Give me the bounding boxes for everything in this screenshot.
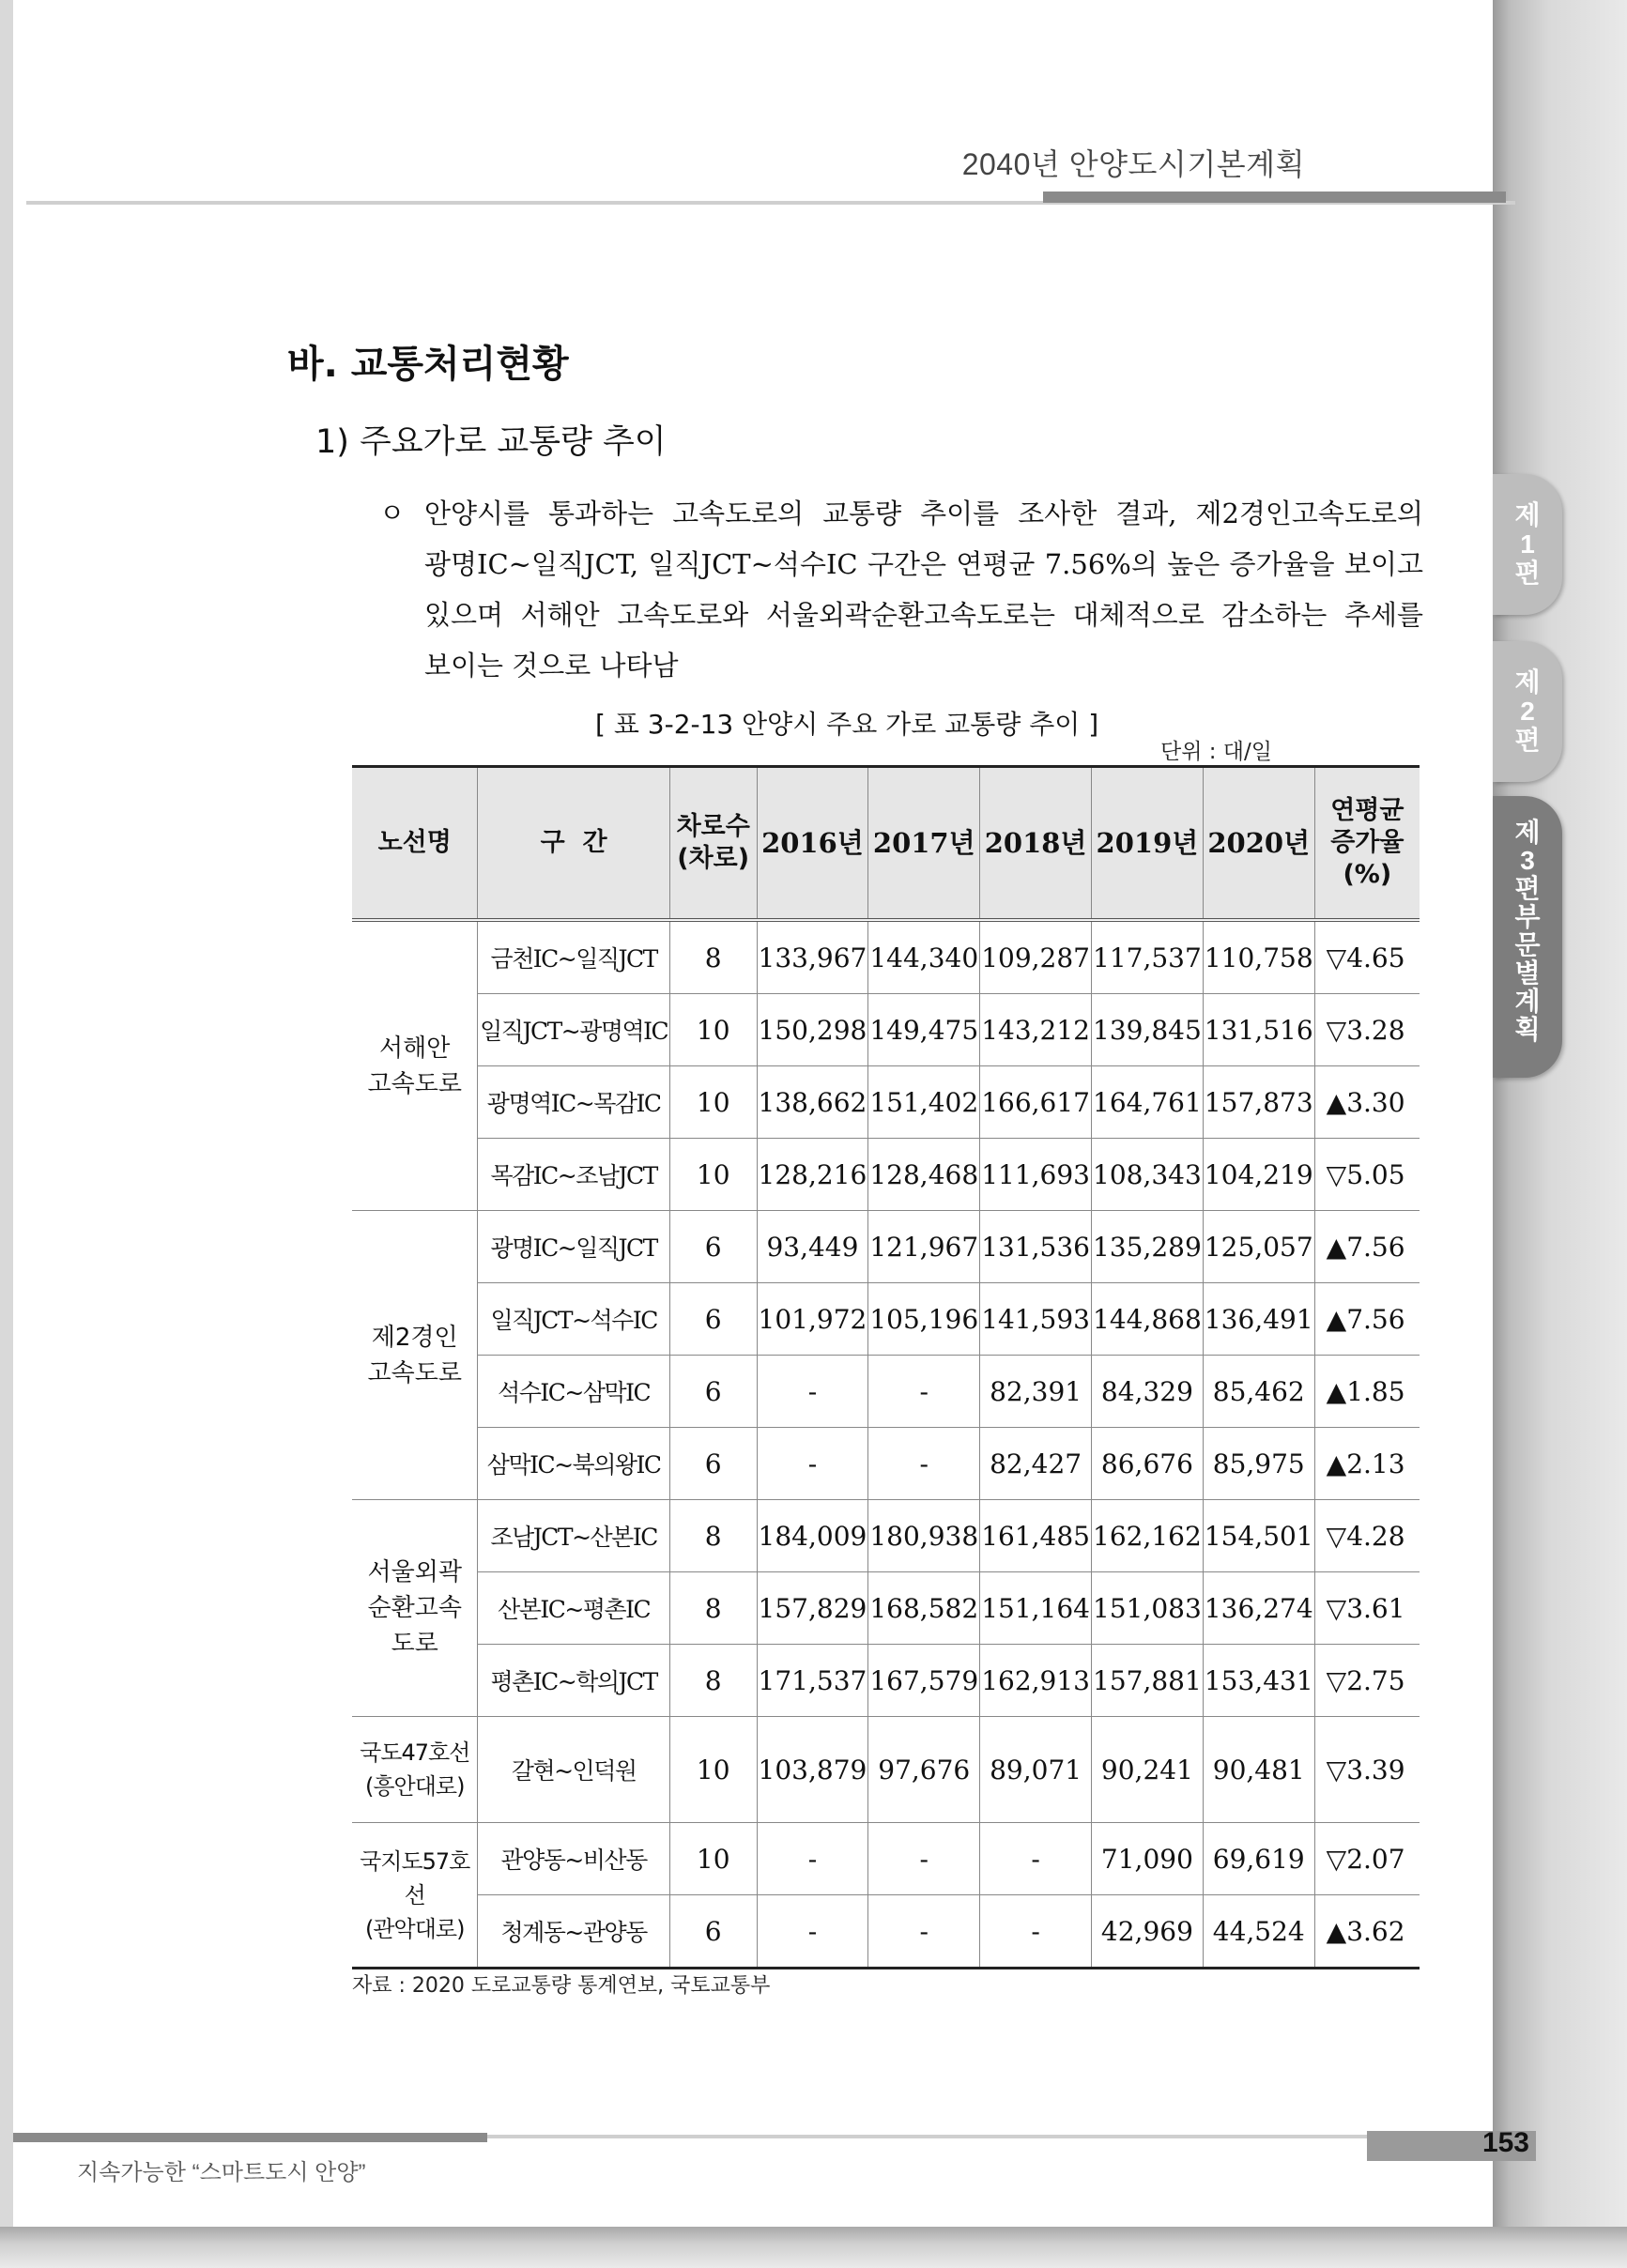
volume-cell: 133,967	[757, 920, 868, 994]
header-section: 구 간	[478, 767, 669, 921]
volume-cell: 128,468	[868, 1139, 980, 1211]
lanes-cell: 6	[669, 1211, 757, 1283]
section-cell: 청계동~관양동	[478, 1895, 669, 1969]
volume-cell: 136,274	[1203, 1572, 1314, 1645]
growth-rate-cell: ▽4.65	[1314, 920, 1420, 994]
volume-cell: 151,402	[868, 1066, 980, 1139]
route-name-cell	[352, 1500, 478, 1717]
footer-text: 지속가능한 “스마트도시 안양”	[77, 2160, 366, 2185]
section-cell: 광명역IC~목감IC	[478, 1066, 669, 1139]
volume-cell: 109,287	[980, 920, 1092, 994]
volume-cell: 90,481	[1203, 1717, 1314, 1823]
volume-cell: -	[980, 1895, 1092, 1969]
route-name-cell	[352, 920, 478, 1211]
volume-cell: 82,391	[980, 1356, 1092, 1428]
header-year: 2020년	[1203, 767, 1314, 921]
volume-cell: 125,057	[1203, 1211, 1314, 1283]
volume-cell: 157,873	[1203, 1066, 1314, 1139]
volume-cell: 150,298	[757, 994, 868, 1066]
volume-cell: 168,582	[868, 1572, 980, 1645]
footer-accent-bar	[13, 2133, 487, 2142]
growth-rate-cell: ▽2.75	[1314, 1645, 1420, 1717]
table-row	[352, 920, 1420, 994]
header-rate-line: 연평균	[1330, 796, 1404, 825]
growth-rate-cell: ▽3.61	[1314, 1572, 1420, 1645]
volume-cell: 121,967	[868, 1211, 980, 1283]
volume-cell: 111,693	[980, 1139, 1092, 1211]
volume-cell: 89,071	[980, 1717, 1092, 1823]
tab-char: 편	[1514, 874, 1541, 903]
growth-rate-cell: ▲2.13	[1314, 1428, 1420, 1500]
section-cell: 목감IC~조남JCT	[478, 1139, 669, 1211]
growth-rate-cell: ▽3.28	[1314, 994, 1420, 1066]
header-year: 2018년	[980, 767, 1092, 921]
side-tab-part-1[interactable]	[1493, 474, 1562, 615]
bullet-mark: ㅇ	[379, 498, 406, 529]
volume-cell: -	[868, 1356, 980, 1428]
table-row	[352, 1428, 1420, 1500]
table-source: 자료 : 2020 도로교통량 통계연보, 국토교통부	[352, 1974, 771, 1998]
page-number: 153	[1481, 2127, 1529, 2158]
volume-cell: 144,868	[1092, 1283, 1204, 1356]
section-cell: 조남JCT~산본IC	[478, 1500, 669, 1572]
volume-cell: 144,340	[868, 920, 980, 994]
growth-rate-cell: ▲3.62	[1314, 1895, 1420, 1969]
lanes-cell: 10	[669, 1139, 757, 1211]
table-row	[352, 1356, 1420, 1428]
volume-cell: 105,196	[868, 1283, 980, 1356]
header-rate-line: 증가율	[1330, 828, 1404, 857]
table-caption: [ 표 3-2-13 안양시 주요 가로 교통량 추이 ]	[595, 709, 1099, 740]
volume-cell: 93,449	[757, 1211, 868, 1283]
side-tab-part-3-active[interactable]	[1493, 796, 1562, 1078]
volume-cell: 149,475	[868, 994, 980, 1066]
tab-char: 제	[1514, 667, 1541, 697]
paragraph-line: 있으며 서해안 고속도로와 서울외곽순환고속도로는 대체적으로 감소하는 추세를	[424, 599, 1423, 631]
section-cell: 산본IC~평촌IC	[478, 1572, 669, 1645]
route-name-line: 도로	[391, 1630, 438, 1658]
volume-cell: 141,593	[980, 1283, 1092, 1356]
volume-cell: -	[757, 1895, 868, 1969]
header-year: 2016년	[757, 767, 868, 921]
route-name-cell	[352, 1717, 478, 1823]
lanes-cell: 6	[669, 1283, 757, 1356]
volume-cell: -	[868, 1428, 980, 1500]
subsection-title: 1) 주요가로 교통량 추이	[315, 423, 667, 461]
volume-cell: 157,829	[757, 1572, 868, 1645]
section-cell: 금천IC~일직JCT	[478, 920, 669, 994]
table-row	[352, 1500, 1420, 1572]
lanes-cell: 8	[669, 1645, 757, 1717]
section-title: 바. 교통처리현황	[287, 343, 569, 386]
volume-cell: 138,662	[757, 1066, 868, 1139]
header-year: 2017년	[868, 767, 980, 921]
header-lanes-line: (차로)	[677, 844, 750, 873]
volume-cell: 139,845	[1092, 994, 1204, 1066]
volume-cell: 131,516	[1203, 994, 1314, 1066]
volume-cell: 167,579	[868, 1645, 980, 1717]
lanes-cell: 6	[669, 1428, 757, 1500]
lanes-cell: 10	[669, 1066, 757, 1139]
page-edge-shadow	[1493, 0, 1627, 2268]
volume-cell: 42,969	[1092, 1895, 1204, 1969]
volume-cell: 180,938	[868, 1500, 980, 1572]
route-name-line: 순환고속	[367, 1594, 462, 1622]
table-body	[352, 920, 1420, 1969]
volume-cell: 84,329	[1092, 1356, 1204, 1428]
paragraph-line: 보이는 것으로 나타남	[424, 650, 679, 682]
volume-cell: 161,485	[980, 1500, 1092, 1572]
section-cell: 갈현~인덕원	[478, 1717, 669, 1823]
volume-cell: 110,758	[1203, 920, 1314, 994]
volume-cell: 166,617	[980, 1066, 1092, 1139]
volume-cell: 82,427	[980, 1428, 1092, 1500]
growth-rate-cell: ▲3.30	[1314, 1066, 1420, 1139]
running-header: 2040년 안양도시기본계획	[961, 147, 1305, 181]
volume-cell: 162,913	[980, 1645, 1092, 1717]
volume-cell: 135,289	[1092, 1211, 1204, 1283]
volume-cell: -	[757, 1428, 868, 1500]
volume-cell: 157,881	[1092, 1645, 1204, 1717]
volume-cell: 131,536	[980, 1211, 1092, 1283]
route-name-cell	[352, 1211, 478, 1500]
table-row	[352, 1895, 1420, 1969]
tab-char: 편	[1514, 559, 1541, 588]
volume-cell: 104,219	[1203, 1139, 1314, 1211]
route-name-line: 서울외곽	[367, 1558, 462, 1586]
growth-rate-cell: ▽5.05	[1314, 1139, 1420, 1211]
section-cell: 삼막IC~북의왕IC	[478, 1428, 669, 1500]
header-lanes	[669, 767, 757, 921]
header-year: 2019년	[1092, 767, 1204, 921]
lanes-cell: 8	[669, 920, 757, 994]
volume-cell: 151,164	[980, 1572, 1092, 1645]
volume-cell: -	[868, 1895, 980, 1969]
volume-cell: 171,537	[757, 1645, 868, 1717]
table-row	[352, 1645, 1420, 1717]
growth-rate-cell: ▲1.85	[1314, 1356, 1420, 1428]
volume-cell: 151,083	[1092, 1572, 1204, 1645]
route-name-line: (관악대로)	[364, 1915, 465, 1942]
header-route: 노선명	[352, 767, 478, 921]
tab-char: 별	[1514, 958, 1541, 988]
growth-rate-cell: ▲7.56	[1314, 1283, 1420, 1356]
tab-char: 획	[1514, 1015, 1541, 1044]
table-unit: 단위 : 대/일	[1160, 740, 1272, 764]
table-row	[352, 994, 1420, 1066]
volume-cell: 69,619	[1203, 1823, 1314, 1895]
header-rate	[1314, 767, 1420, 921]
volume-cell: -	[868, 1823, 980, 1895]
lanes-cell: 10	[669, 994, 757, 1066]
volume-cell: 128,216	[757, 1139, 868, 1211]
route-name-cell	[352, 1823, 478, 1969]
volume-cell: -	[980, 1823, 1092, 1895]
section-cell: 일직JCT~광명역IC	[478, 994, 669, 1066]
route-name-line: (흥안대로)	[364, 1773, 465, 1800]
tab-char: 3	[1520, 846, 1535, 875]
traffic-volume-table	[352, 765, 1420, 1969]
volume-cell: 71,090	[1092, 1823, 1204, 1895]
route-name-line: 고속도로	[367, 1069, 462, 1098]
volume-cell: 154,501	[1203, 1500, 1314, 1572]
lanes-cell: 10	[669, 1823, 757, 1895]
volume-cell: 162,162	[1092, 1500, 1204, 1572]
table-row	[352, 1211, 1420, 1283]
header-rate-line: (%)	[1343, 860, 1392, 889]
paragraph-line: 광명IC~일직JCT, 일직JCT~석수IC 구간은 연평균 7.56%의 높은 증가율을 보이고	[424, 548, 1423, 580]
paragraph-line: 안양시를 통과하는 고속도로의 교통량 추이를 조사한 결과, 제2경인고속도로의	[424, 498, 1423, 529]
section-cell: 평촌IC~학의JCT	[478, 1645, 669, 1717]
volume-cell: 103,879	[757, 1717, 868, 1823]
tab-char: 계	[1514, 987, 1541, 1016]
volume-cell: 86,676	[1092, 1428, 1204, 1500]
table-row	[352, 1139, 1420, 1211]
tab-char: 부	[1514, 902, 1541, 931]
lanes-cell: 8	[669, 1500, 757, 1572]
section-cell: 일직JCT~석수IC	[478, 1283, 669, 1356]
volume-cell: 90,241	[1092, 1717, 1204, 1823]
volume-cell: -	[757, 1823, 868, 1895]
route-name-line: 서해안	[379, 1034, 451, 1063]
volume-cell: 101,972	[757, 1283, 868, 1356]
route-name-line: 국지도57호선	[360, 1847, 470, 1908]
growth-rate-cell: ▽3.39	[1314, 1717, 1420, 1823]
growth-rate-cell: ▽4.28	[1314, 1500, 1420, 1572]
side-tab-part-2[interactable]	[1493, 641, 1562, 782]
volume-cell: 153,431	[1203, 1645, 1314, 1717]
table-row	[352, 1283, 1420, 1356]
table-row	[352, 1823, 1420, 1895]
volume-cell: 184,009	[757, 1500, 868, 1572]
body-paragraph	[381, 488, 1423, 691]
volume-cell: -	[757, 1356, 868, 1428]
volume-cell: 117,537	[1092, 920, 1204, 994]
page-bottom-shadow	[0, 2227, 1627, 2268]
table-header-row	[352, 767, 1420, 921]
volume-cell: 85,462	[1203, 1356, 1314, 1428]
table-row	[352, 1717, 1420, 1823]
tab-char: 제	[1514, 818, 1541, 847]
lanes-cell: 8	[669, 1572, 757, 1645]
table-row	[352, 1572, 1420, 1645]
volume-cell: 143,212	[980, 994, 1092, 1066]
growth-rate-cell: ▲7.56	[1314, 1211, 1420, 1283]
growth-rate-cell: ▽2.07	[1314, 1823, 1420, 1895]
volume-cell: 44,524	[1203, 1895, 1314, 1969]
section-cell: 광명IC~일직JCT	[478, 1211, 669, 1283]
tab-char: 2	[1520, 697, 1535, 726]
section-cell: 관양동~비산동	[478, 1823, 669, 1895]
volume-cell: 164,761	[1092, 1066, 1204, 1139]
section-cell: 석수IC~삼막IC	[478, 1356, 669, 1428]
volume-cell: 108,343	[1092, 1139, 1204, 1211]
volume-cell: 85,975	[1203, 1428, 1314, 1500]
lanes-cell: 6	[669, 1356, 757, 1428]
tab-char: 문	[1514, 930, 1541, 959]
route-name-line: 고속도로	[367, 1358, 462, 1387]
lanes-cell: 6	[669, 1895, 757, 1969]
route-name-line: 제2경인	[371, 1323, 458, 1352]
header-accent-bar	[1043, 192, 1506, 203]
header-lanes-line: 차로수	[676, 812, 750, 841]
lanes-cell: 10	[669, 1717, 757, 1823]
tab-char: 1	[1520, 529, 1535, 559]
volume-cell: 136,491	[1203, 1283, 1314, 1356]
tab-char: 편	[1514, 726, 1541, 755]
route-name-line: 국도47호선	[360, 1739, 470, 1766]
tab-char: 제	[1514, 500, 1541, 529]
table-row	[352, 1066, 1420, 1139]
volume-cell: 97,676	[868, 1717, 980, 1823]
